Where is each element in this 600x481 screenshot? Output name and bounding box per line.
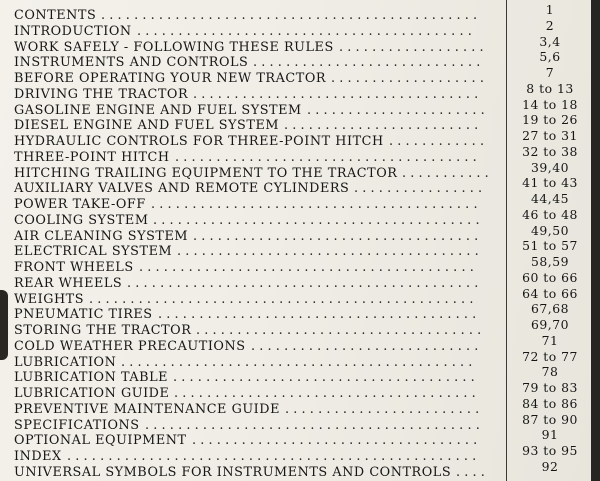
page-edge-shadow bbox=[591, 0, 600, 481]
toc-entry-pages: 19 to 26 bbox=[522, 112, 578, 128]
dot-leader: ........... bbox=[402, 165, 493, 181]
toc-entry-title: POWER TAKE-OFF bbox=[14, 197, 146, 212]
toc-entry bbox=[14, 238, 584, 260]
toc-entry bbox=[14, 332, 584, 355]
toc-entry bbox=[14, 159, 584, 182]
toc-entry-title: THREE-POINT HITCH bbox=[14, 149, 170, 165]
toc-entry-title: OPTIONAL EQUIPMENT bbox=[14, 433, 187, 449]
dot-leader: ................................... bbox=[196, 323, 486, 338]
toc-entry bbox=[14, 143, 584, 166]
dot-leader: ..................................... bbox=[177, 244, 483, 260]
toc-entry-pages: 60 to 66 bbox=[522, 269, 578, 285]
toc-entry bbox=[14, 128, 584, 150]
toc-entry-pages: 32 to 38 bbox=[522, 143, 578, 159]
dot-leader: ........................ bbox=[284, 118, 483, 134]
toc-entry-title: DIESEL ENGINE AND FUEL SYSTEM bbox=[14, 118, 280, 134]
toc-entry-pages: 49,50 bbox=[531, 222, 569, 238]
toc-entry bbox=[14, 80, 584, 103]
toc-entry bbox=[14, 411, 584, 434]
toc-entry-title: ELECTRICAL SYSTEM bbox=[14, 244, 173, 260]
dot-leader: ................................... bbox=[193, 86, 483, 102]
dot-leader: ........................................... bbox=[121, 354, 477, 370]
toc-entry-pages: 91 bbox=[541, 427, 559, 443]
toc-entry-pages: 67,68 bbox=[531, 301, 569, 317]
toc-entry-pages: 69,70 bbox=[531, 317, 569, 332]
toc-entry-title: STORING THE TRACTOR bbox=[14, 323, 192, 338]
toc-entry-title: AUXILIARY VALVES AND REMOTE CYLINDERS bbox=[14, 181, 350, 197]
toc-entry bbox=[14, 285, 584, 308]
toc-entry-pages: 2 bbox=[545, 17, 555, 33]
toc-entry bbox=[14, 206, 584, 229]
toc-entry-pages: 51 to 57 bbox=[522, 238, 578, 254]
toc-entry-pages: 84 to 86 bbox=[522, 395, 578, 411]
toc-entry-title: INTRODUCTION bbox=[14, 23, 132, 39]
dot-leader: ..................................... bbox=[173, 370, 479, 386]
dot-leader: ........................ bbox=[285, 401, 484, 417]
toc-entry bbox=[14, 269, 584, 292]
toc-entry-title: PNEUMATIC TIRES bbox=[14, 307, 153, 323]
toc-entry bbox=[14, 2, 584, 24]
toc-entry bbox=[14, 65, 584, 87]
toc-entry-pages: 41 to 43 bbox=[522, 175, 578, 191]
toc-entry-title: INDEX bbox=[14, 449, 62, 464]
dot-leader: ......................................... bbox=[145, 417, 484, 433]
dot-leader: .... bbox=[456, 464, 490, 480]
toc-entry bbox=[14, 33, 584, 56]
toc-entry bbox=[14, 254, 584, 276]
toc-entry-title: AIR CLEANING SYSTEM bbox=[14, 228, 189, 244]
dot-leader: .................................................. bbox=[67, 449, 481, 464]
dot-leader: ..................................... bbox=[174, 386, 480, 401]
dot-leader: ............................................... bbox=[89, 291, 478, 307]
dot-leader: ........................................ bbox=[151, 197, 482, 212]
toc-entry-title: LUBRICATION GUIDE bbox=[14, 386, 170, 401]
toc-entry-pages: 7 bbox=[545, 65, 555, 80]
dot-leader: ............ bbox=[389, 134, 489, 149]
toc-entry bbox=[14, 427, 584, 449]
toc-entry bbox=[14, 191, 584, 213]
dot-leader: ................... bbox=[331, 71, 489, 86]
toc-entry bbox=[14, 49, 584, 71]
toc-entry bbox=[14, 96, 584, 119]
toc-entry-pages: 5,6 bbox=[539, 49, 561, 65]
toc-entry-title: COOLING SYSTEM bbox=[14, 212, 149, 228]
toc-entry-pages: 78 bbox=[541, 364, 559, 380]
toc-entry-title: DRIVING THE TRACTOR bbox=[14, 86, 189, 102]
toc-entry bbox=[14, 443, 584, 465]
toc-entry bbox=[14, 112, 584, 134]
toc-entry-title: LUBRICATION bbox=[14, 354, 117, 370]
dot-leader: .................. bbox=[339, 39, 488, 55]
dot-leader: ................ bbox=[354, 181, 487, 197]
dot-leader: ......................................... bbox=[137, 23, 476, 39]
toc-entry-pages: 1 bbox=[545, 2, 555, 17]
toc-entry bbox=[14, 348, 584, 371]
toc-entry-pages: 8 to 13 bbox=[526, 80, 574, 96]
dot-leader: ............................ bbox=[251, 338, 483, 354]
toc-entry-title: COLD WEATHER PRECAUTIONS bbox=[14, 338, 246, 354]
toc-entry-pages: 58,59 bbox=[531, 254, 569, 269]
toc-entry-pages: 14 to 18 bbox=[522, 96, 578, 112]
toc-entry-title: WORK SAFELY - FOLLOWING THESE RULES bbox=[14, 39, 334, 55]
toc-entry-pages: 44,45 bbox=[531, 191, 569, 206]
toc-entry bbox=[14, 317, 584, 339]
dot-leader: ....................................... bbox=[158, 307, 481, 323]
toc-entry-title: SPECIFICATIONS bbox=[14, 417, 140, 433]
toc-entry-pages: 46 to 48 bbox=[522, 206, 578, 222]
toc-entry bbox=[14, 175, 584, 197]
toc-entry-pages: 79 to 83 bbox=[522, 380, 578, 395]
toc-entry-pages: 87 to 90 bbox=[522, 411, 578, 427]
toc-entry-title: HITCHING TRAILING EQUIPMENT TO THE TRACTOR bbox=[14, 165, 398, 181]
toc-entry bbox=[14, 222, 584, 245]
dot-leader: ........................................ bbox=[153, 212, 484, 228]
toc-entry bbox=[14, 458, 584, 481]
toc-entry-title: GASOLINE ENGINE AND FUEL SYSTEM bbox=[14, 102, 302, 118]
toc-entry bbox=[14, 380, 584, 402]
toc-entry-pages: 3,4 bbox=[539, 33, 561, 49]
toc-entry-title: INSTRUMENTS AND CONTROLS bbox=[14, 55, 249, 71]
binding-shadow bbox=[0, 290, 8, 360]
toc-entry-title: CONTENTS bbox=[14, 8, 97, 23]
toc-entry-pages: 93 to 95 bbox=[522, 443, 578, 458]
toc-entry bbox=[14, 17, 584, 40]
dot-leader: ..................................... bbox=[175, 149, 481, 165]
toc-entry-title: UNIVERSAL SYMBOLS FOR INSTRUMENTS AND CONTROLS bbox=[14, 464, 452, 480]
toc-entry-title: LUBRICATION TABLE bbox=[14, 370, 169, 386]
dot-leader: ...................... bbox=[307, 102, 489, 118]
dot-leader: ............................ bbox=[253, 55, 485, 71]
toc-entry-title: WEIGHTS bbox=[14, 291, 85, 307]
dot-leader: ......................................... bbox=[139, 260, 478, 275]
toc-entry-title: HYDRAULIC CONTROLS FOR THREE-POINT HITCH bbox=[14, 134, 384, 149]
toc-entry-title: REAR WHEELS bbox=[14, 275, 123, 291]
table-of-contents bbox=[14, 2, 584, 481]
toc-entry-pages: 39,40 bbox=[531, 159, 569, 175]
dot-leader: ................................... bbox=[192, 433, 482, 449]
toc-entry-pages: 64 to 66 bbox=[522, 285, 578, 301]
toc-entry bbox=[14, 395, 584, 418]
toc-entry-pages: 92 bbox=[541, 458, 559, 474]
toc-entry-pages: 27 to 31 bbox=[522, 128, 578, 143]
toc-entry-title: PREVENTIVE MAINTENANCE GUIDE bbox=[14, 401, 280, 417]
dot-leader: ................................... bbox=[193, 228, 483, 244]
toc-entry bbox=[14, 301, 584, 323]
toc-entry bbox=[14, 364, 584, 386]
toc-entry-pages: 71 bbox=[541, 332, 559, 348]
toc-entry-pages: 72 to 77 bbox=[522, 348, 578, 364]
dot-leader: .............................................. bbox=[101, 8, 482, 23]
toc-entry-title: FRONT WHEELS bbox=[14, 260, 134, 275]
toc-entry-title: BEFORE OPERATING YOUR NEW TRACTOR bbox=[14, 71, 327, 86]
dot-leader: ........................................... bbox=[127, 275, 483, 291]
